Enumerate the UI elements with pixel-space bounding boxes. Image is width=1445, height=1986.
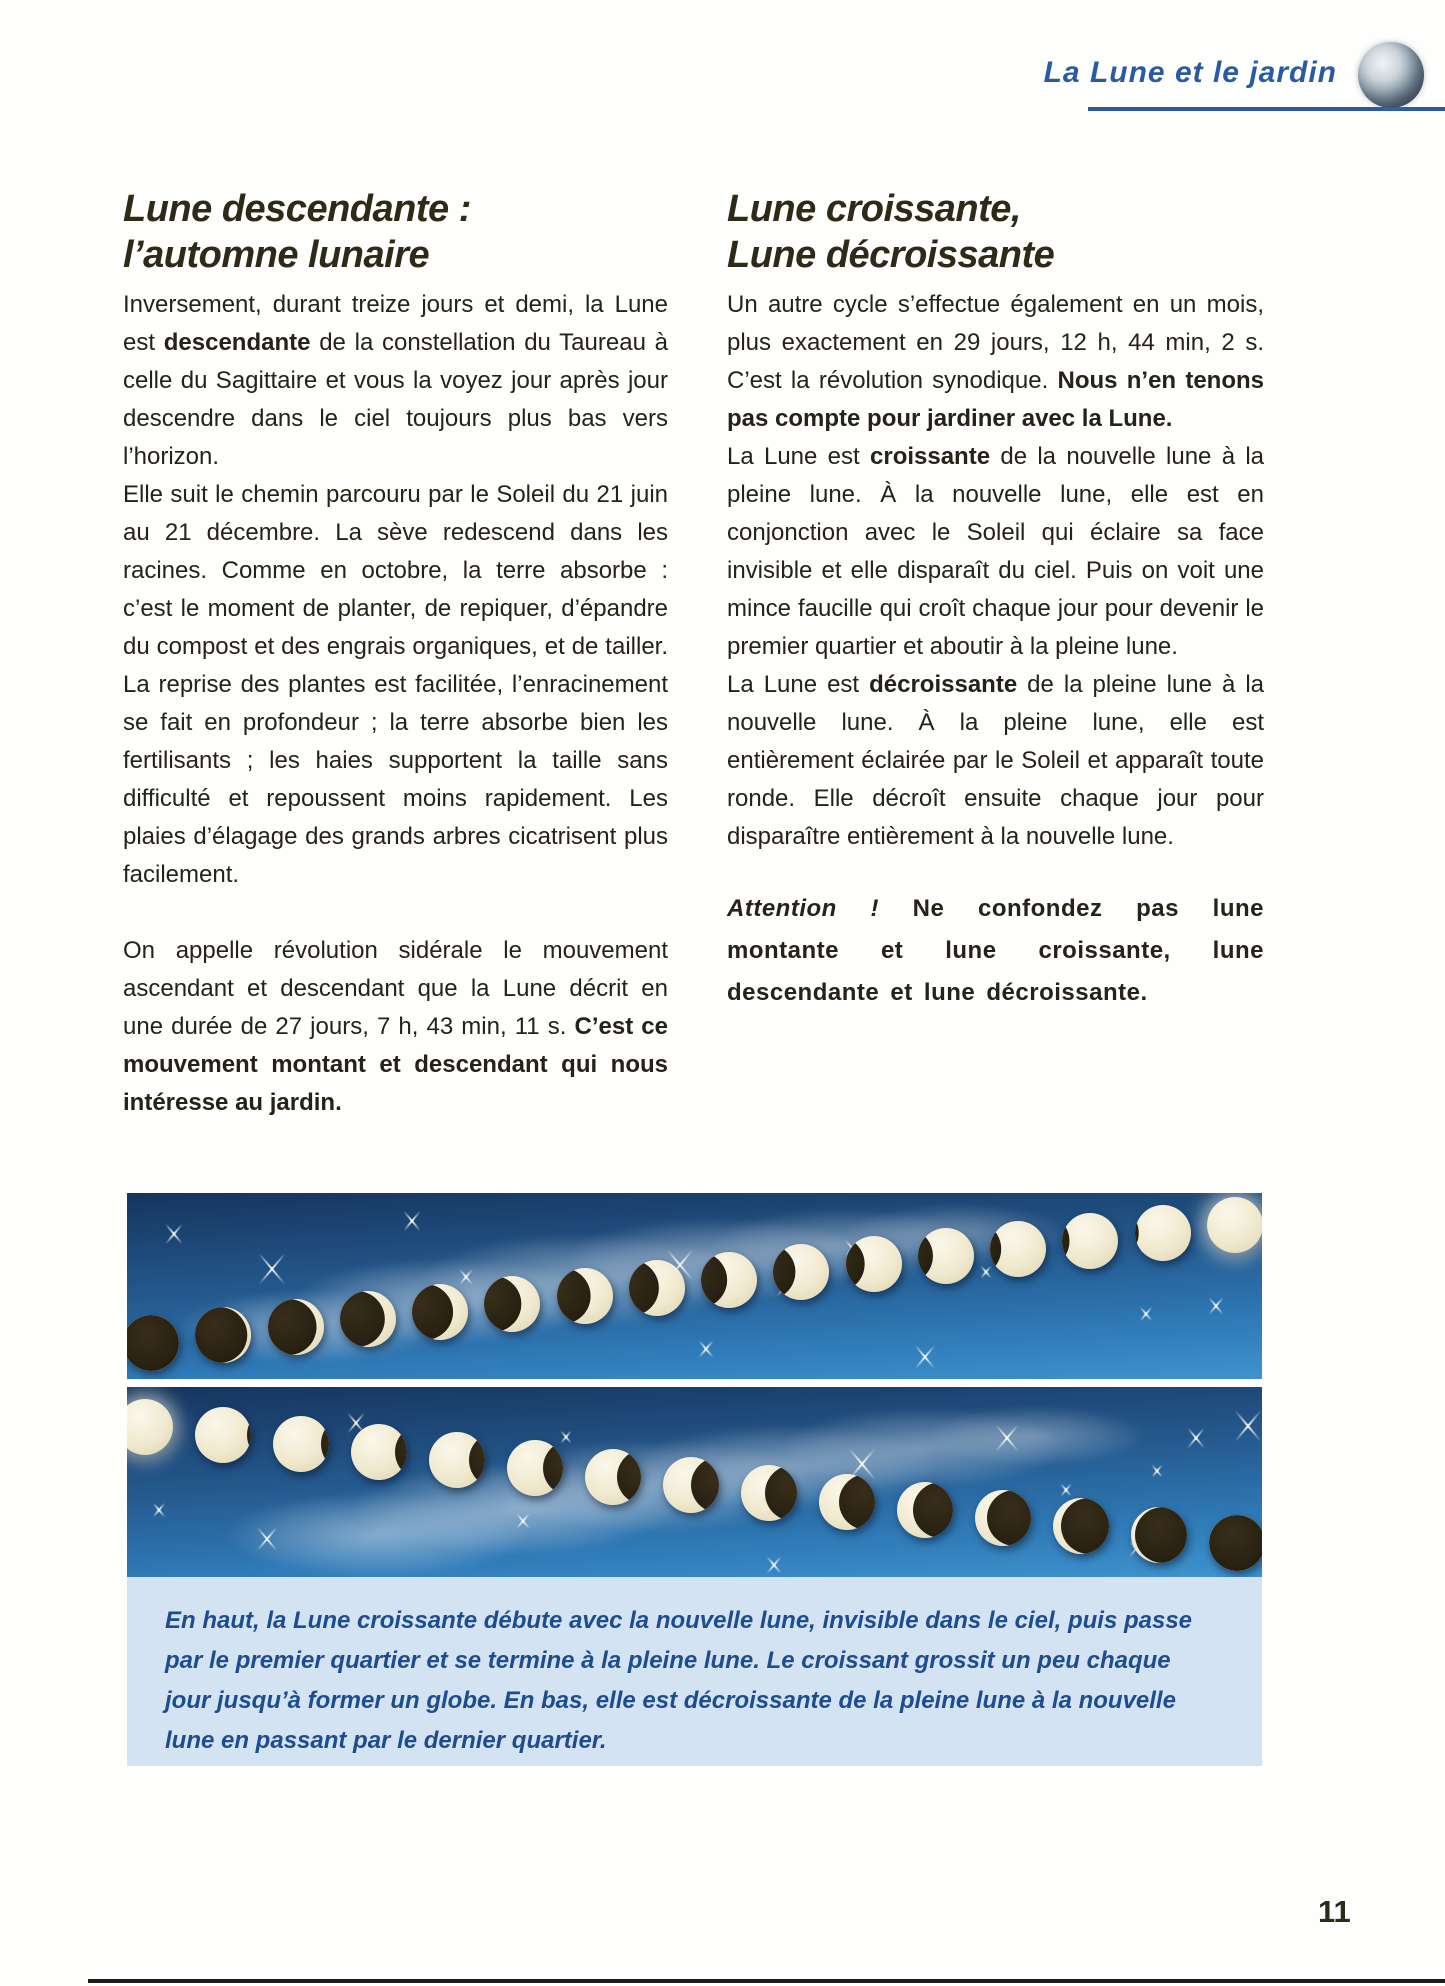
- moon-shadow-overlay: [987, 1490, 1031, 1546]
- moon-shadow-overlay: [543, 1440, 563, 1496]
- moon-phase-waning-13: [1131, 1507, 1187, 1563]
- moon-phase-waning-11: [975, 1490, 1031, 1546]
- moon-shadow-overlay: [412, 1284, 453, 1340]
- illustration-caption: [127, 1577, 1262, 1766]
- moon-phase-waxing-9: [773, 1244, 829, 1300]
- moon-phase-waxing-1: [195, 1307, 251, 1363]
- text-run: croissante: [870, 443, 991, 470]
- moon-shadow-overlay: [617, 1449, 641, 1505]
- moon-shadow-overlay: [839, 1474, 875, 1530]
- text-run: On appelle révolution sidérale le mouvement ascendant et descendant que la Lune décrit en une durée de 27 jours, 7 h, 43 min, 11 s.: [123, 937, 668, 1040]
- paragraph-revolution-synodique: [727, 286, 1264, 438]
- star-sparkle-icon: [1183, 1425, 1209, 1451]
- moon-phase-waxing-5: [484, 1276, 540, 1332]
- paragraph-lune-decroissante: [727, 666, 1264, 856]
- text-run: Nous n’en tenons pas compte pour jardiner avec la Lune.: [727, 367, 1264, 432]
- moon-shadow-overlay: [913, 1482, 953, 1538]
- moon-shadow-overlay: [1061, 1498, 1109, 1554]
- moon-phase-waning-8: [741, 1465, 797, 1521]
- text-run: Attention !: [727, 895, 879, 922]
- moon-shadow-overlay: [469, 1432, 485, 1488]
- text-run: La Lune est: [727, 443, 870, 470]
- moon-phase-waxing-10: [846, 1236, 902, 1292]
- moon-phase-waning-6: [585, 1449, 641, 1505]
- star-sparkle-icon: [1137, 1305, 1155, 1323]
- moon-shadow-overlay: [321, 1416, 329, 1472]
- moon-shadow-overlay: [557, 1268, 591, 1324]
- heading-line: l’automne lunaire: [123, 234, 430, 276]
- left-column-heading: [123, 186, 668, 278]
- star-sparkle-icon: [150, 1501, 168, 1519]
- heading-line: Lune croissante,: [727, 188, 1021, 230]
- moon-shadow-overlay: [484, 1276, 521, 1332]
- moon-shadow-overlay: [247, 1407, 251, 1463]
- moon-phase-waxing-6: [557, 1268, 613, 1324]
- paragraph-lune-croissante: [727, 438, 1264, 666]
- text-run: Ne confondez pas lune montante et lune croissante, lune descendante et lune décroissante.: [727, 895, 1264, 1006]
- moon-shadow-overlay: [773, 1244, 795, 1300]
- paragraph-revolution-siderale: [123, 932, 668, 1122]
- moon-shadow-overlay: [340, 1291, 385, 1347]
- text-run: Un autre cycle s’effectue également en un mois, plus exactement en 29 jours, 12 h, 44 min, 2 s. C’est la révolution synodique.: [727, 291, 1264, 394]
- moon-shadow-overlay: [195, 1307, 247, 1363]
- right-column: [727, 186, 1264, 1014]
- moon-shadow-overlay: [691, 1457, 719, 1513]
- moon-phase-waning-1: [195, 1407, 251, 1463]
- moon-phase-waxing-4: [412, 1284, 468, 1340]
- moon-phase-waning-9: [819, 1474, 875, 1530]
- moon-phase-waxing-7: [629, 1260, 685, 1316]
- paragraph-lune-descendante: [123, 286, 668, 476]
- text-run: de la nouvelle lune à la pleine lune. À la nouvelle lune, elle est en conjonction avec le Soleil qui éclaire sa face invisible et elle disparaît du ciel. Puis on voit une mince faucille qui croît chaque jour pour devenir le premier quartier et aboutir à la pleine lune.: [727, 443, 1265, 660]
- moon-phase-waning-12: [1053, 1498, 1109, 1554]
- text-run: décroissante: [869, 671, 1018, 698]
- heading-line: Lune descendante :: [123, 188, 471, 230]
- star-sparkle-icon: [910, 1342, 940, 1372]
- moon-phase-waxing-11: [918, 1228, 974, 1284]
- moon-shadow-overlay: [765, 1465, 797, 1521]
- moon-phase-waxing-13: [1062, 1213, 1118, 1269]
- left-column: [123, 186, 668, 1122]
- text-run: descendante: [163, 329, 311, 356]
- star-sparkle-icon: [399, 1208, 425, 1234]
- moon-photo-icon: [1358, 42, 1424, 108]
- moon-shadow-overlay: [127, 1315, 179, 1371]
- moon-shadow-overlay: [701, 1252, 727, 1308]
- moon-phase-waxing-0: [127, 1315, 179, 1371]
- moon-shadow-overlay: [629, 1260, 659, 1316]
- right-column-heading: [727, 186, 1264, 278]
- moon-phase-waning-5: [507, 1440, 563, 1496]
- page-bottom-edge: [88, 1979, 1445, 1983]
- text-run: C’est ce mouvement montant et descendant qui nous intéresse au jardin.: [123, 1013, 668, 1116]
- star-sparkle-icon: [1228, 1406, 1262, 1446]
- moon-phase-waxing-12: [990, 1221, 1046, 1277]
- text-run: La Lune est: [727, 671, 870, 698]
- moon-phase-waning-4: [429, 1432, 485, 1488]
- moon-shadow-overlay: [395, 1424, 407, 1480]
- cloud-wisp: [925, 1406, 1145, 1466]
- moon-shadow-overlay: [268, 1299, 317, 1355]
- star-sparkle-icon: [1058, 1482, 1074, 1498]
- moon-shadow-overlay: [1209, 1515, 1262, 1571]
- moon-phase-waning-14: [1209, 1515, 1262, 1571]
- moon-band-waning: [127, 1387, 1262, 1577]
- moon-phase-waxing-3: [340, 1291, 396, 1347]
- star-sparkle-icon: [763, 1554, 785, 1576]
- page-number: 11: [1318, 1894, 1351, 1929]
- paragraph-chemin-soleil: [123, 476, 668, 894]
- star-sparkle-icon: [252, 1249, 292, 1289]
- moon-phase-waxing-8: [701, 1252, 757, 1308]
- star-sparkle-icon: [1205, 1295, 1227, 1317]
- moon-shadow-overlay: [918, 1228, 933, 1284]
- star-sparkle-icon: [161, 1221, 187, 1247]
- paragraph-attention: [727, 888, 1264, 1014]
- moon-phase-waxing-14: [1135, 1205, 1191, 1261]
- moon-phase-waxing-2: [268, 1299, 324, 1355]
- page-header-title: La Lune et le jardin: [1043, 56, 1337, 89]
- text-run: Elle suit le chemin parcouru par le Soleil du 21 juin au 21 décembre. La sève redescend dans les racines. Comme en octobre, la terre absorbe : c’est le moment de planter, de repiquer, d’épandre du compost et des engrais organiques, et de tailler. La reprise des plantes est facilitée, l’enracinement se fait en profondeur ; la terre absorbe bien les fertilisants ; les haies supportent la taille sans difficulté et repoussent moins rapidement. Les plaies d’élagage des grands arbres cicatrisent plus facilement.: [123, 481, 668, 888]
- star-sparkle-icon: [1149, 1463, 1165, 1479]
- moon-shadow-overlay: [846, 1236, 865, 1292]
- moon-band-waxing: [127, 1193, 1262, 1379]
- caption-text: En haut, la Lune croissante débute avec la nouvelle lune, invisible dans le ciel, puis passe par le premier quartier et se termine à la pleine lune. Le croissant grossit un peu chaque jour jusqu’à former un globe. En bas, elle est décroissante de la pleine lune à la nouvelle lune en passant par le dernier quartier.: [165, 1607, 1193, 1754]
- moon-phase-waxing-15: [1207, 1197, 1262, 1253]
- heading-line: Lune décroissante: [727, 234, 1055, 276]
- moon-shadow-overlay: [1135, 1507, 1187, 1563]
- text-run: Inversement, durant treize jours et demi, la Lune est: [123, 291, 668, 356]
- moon-phase-waning-0: [127, 1399, 173, 1455]
- text-run: de la pleine lune à la nouvelle lune. À la pleine lune, elle est entièrement éclairée par le Soleil et apparaît toute ronde. Elle décroît ensuite chaque jour pour disparaître entièrement à la nouvelle lune.: [727, 671, 1265, 850]
- moon-phase-waning-2: [273, 1416, 329, 1472]
- moon-phase-waning-3: [351, 1424, 407, 1480]
- moon-shadow-overlay: [1135, 1205, 1139, 1261]
- moon-shadow-overlay: [1062, 1213, 1069, 1269]
- moon-phase-waning-7: [663, 1457, 719, 1513]
- text-run: de la constellation du Taureau à celle du Sagittaire et vous la voyez jour après jour descendre dans le ciel toujours plus bas vers l’horizon.: [123, 329, 668, 470]
- star-sparkle-icon: [695, 1338, 717, 1360]
- moon-phase-waning-10: [897, 1482, 953, 1538]
